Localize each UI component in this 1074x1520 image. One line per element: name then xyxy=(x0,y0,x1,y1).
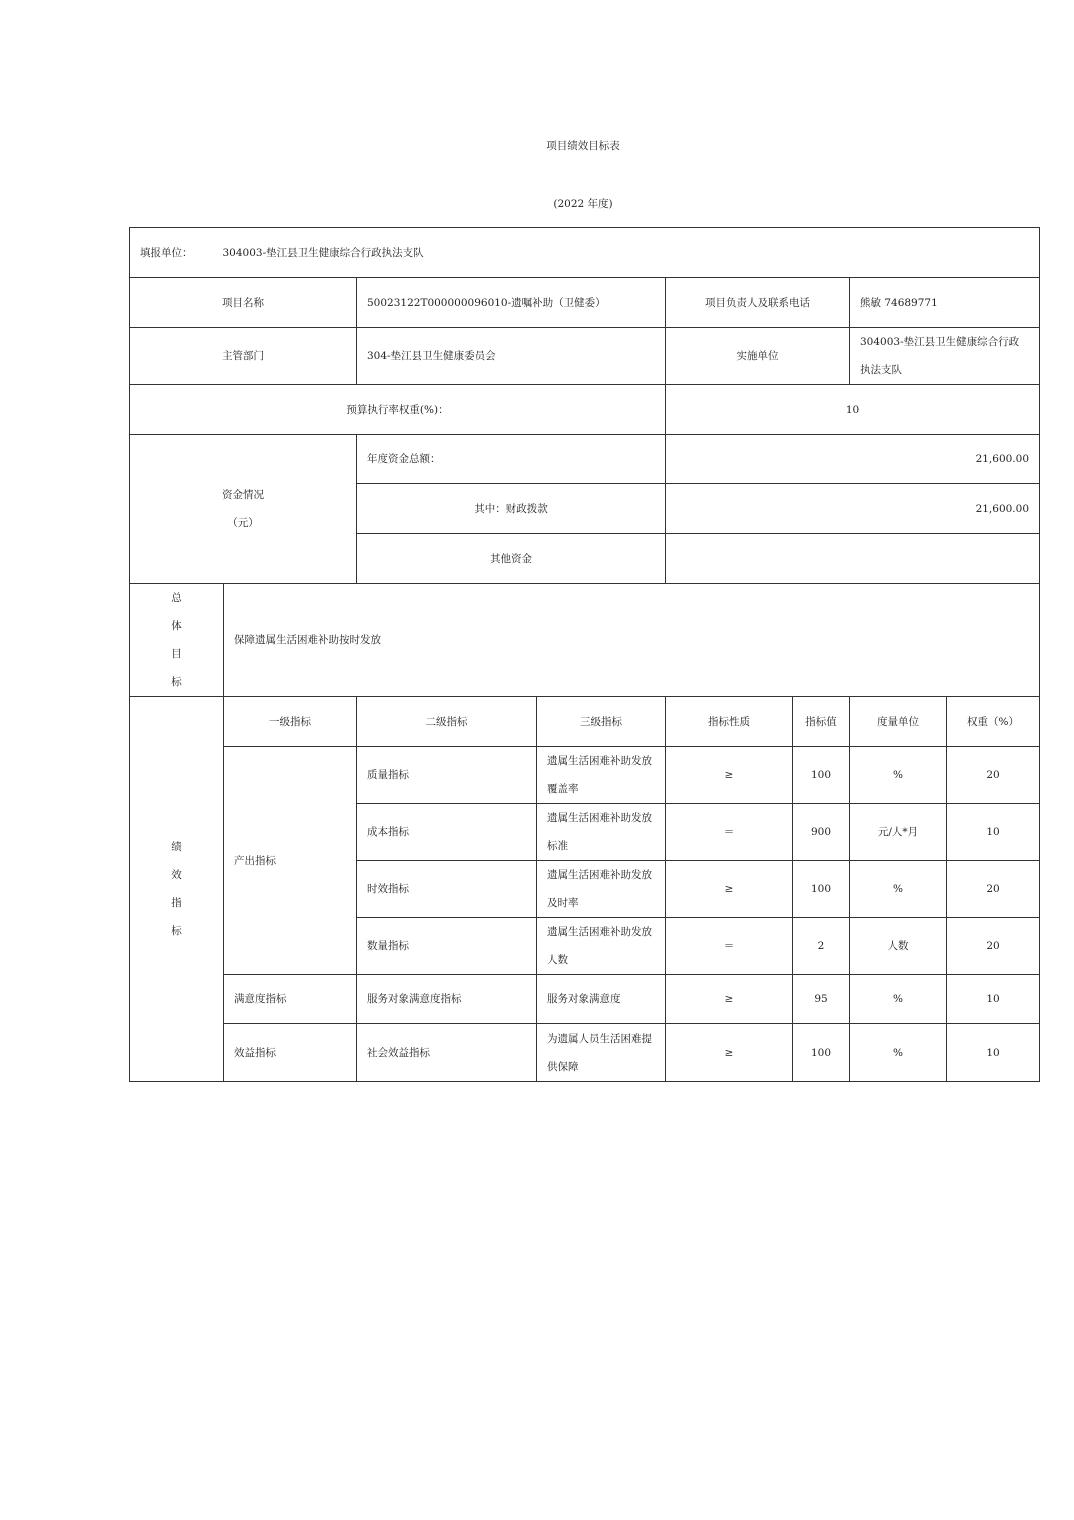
table-row xyxy=(130,975,1040,1024)
l2-cell: 社会效益指标 xyxy=(357,1024,537,1082)
l3-cell: 遗属生活困难补助发放人数 xyxy=(537,918,666,975)
l2-cell: 成本指标 xyxy=(357,804,537,861)
nature-cell: ≥ xyxy=(666,747,793,804)
value-cell: 900 xyxy=(793,804,850,861)
l2-cell: 服务对象满意度指标 xyxy=(357,975,537,1024)
unit-value: 304003-垫江县卫生健康综合行政执法支队 xyxy=(222,246,424,259)
dept-row xyxy=(130,328,1040,385)
perf-label: 绩 效 指 标 xyxy=(130,697,224,1082)
funds-total-row xyxy=(130,435,1040,484)
l3-cell: 遗属生活困难补助发放覆盖率 xyxy=(537,747,666,804)
header-value: 指标值 xyxy=(793,697,850,747)
unit-cell: % xyxy=(850,747,947,804)
budget-row xyxy=(130,385,1040,435)
page-title: 项目绩效目标表 xyxy=(546,140,620,152)
funds-label-cell xyxy=(130,435,357,584)
unit-row xyxy=(130,228,1040,278)
goal-text: 保障遗属生活困难补助按时发放 xyxy=(224,584,1040,697)
goal-label: 总 体 目 标 xyxy=(130,584,224,697)
weight-cell: 10 xyxy=(947,804,1040,861)
nature-cell: ≥ xyxy=(666,861,793,918)
weight-cell: 20 xyxy=(947,918,1040,975)
value-cell: 2 xyxy=(793,918,850,975)
dept-label: 主管部门 xyxy=(130,328,357,385)
project-contact-value: 熊敏 74689771 xyxy=(850,278,1040,328)
nature-cell: ＝ xyxy=(666,804,793,861)
nature-cell: ≥ xyxy=(666,1024,793,1082)
performance-table xyxy=(129,227,1040,1082)
funds-unit: （元） xyxy=(227,517,259,529)
unit-cell: % xyxy=(850,975,947,1024)
l3-cell: 服务对象满意度 xyxy=(537,975,666,1024)
value-cell: 100 xyxy=(793,1024,850,1082)
unit-cell: 人数 xyxy=(850,918,947,975)
header-l3: 三级指标 xyxy=(537,697,666,747)
l2-cell: 质量指标 xyxy=(357,747,537,804)
l3-cell: 为遗属人员生活困难提供保障 xyxy=(537,1024,666,1082)
value-cell: 95 xyxy=(793,975,850,1024)
project-name-label: 项目名称 xyxy=(130,278,357,328)
table-row xyxy=(130,1024,1040,1082)
perf-header-row xyxy=(130,697,1040,747)
funds-other-value xyxy=(666,534,1040,584)
project-contact-label: 项目负责人及联系电话 xyxy=(666,278,850,328)
unit-cell: 元/人*月 xyxy=(850,804,947,861)
dept-value: 304-垫江县卫生健康委员会 xyxy=(357,328,666,385)
value-cell: 100 xyxy=(793,747,850,804)
goal-row xyxy=(130,584,1040,697)
project-name-value: 50023122T000000096010-遗嘱补助（卫健委） xyxy=(357,278,666,328)
l1-cell: 满意度指标 xyxy=(224,975,357,1024)
funds-total-value: 21,600.00 xyxy=(666,435,1040,484)
weight-cell: 20 xyxy=(947,747,1040,804)
unit-cell: % xyxy=(850,1024,947,1082)
weight-cell: 10 xyxy=(947,1024,1040,1082)
header-l1: 一级指标 xyxy=(224,697,357,747)
nature-cell: ≥ xyxy=(666,975,793,1024)
l3-cell: 遗属生活困难补助发放标准 xyxy=(537,804,666,861)
budget-label: 预算执行率权重(%)： xyxy=(130,385,666,435)
output-label: 产出指标 xyxy=(224,747,357,975)
l1-cell: 效益指标 xyxy=(224,1024,357,1082)
funds-other-label: 其他资金 xyxy=(357,534,666,584)
weight-cell: 10 xyxy=(947,975,1040,1024)
unit-label: 填报单位： xyxy=(140,246,193,259)
unit-cell: % xyxy=(850,861,947,918)
impl-label: 实施单位 xyxy=(666,328,850,385)
funds-label: 资金情况 xyxy=(222,489,264,501)
impl-value: 304003-垫江县卫生健康综合行政执法支队 xyxy=(850,328,1040,385)
header-unit: 度量单位 xyxy=(850,697,947,747)
budget-value: 10 xyxy=(666,385,1040,435)
l3-cell: 遗属生活困难补助发放及时率 xyxy=(537,861,666,918)
nature-cell: ＝ xyxy=(666,918,793,975)
header-weight: 权重（%） xyxy=(947,697,1040,747)
header-l2: 二级指标 xyxy=(357,697,537,747)
unit-cell xyxy=(130,228,1040,278)
funds-total-label: 年度资金总额： xyxy=(357,435,666,484)
table-row xyxy=(130,747,1040,804)
header-nature: 指标性质 xyxy=(666,697,793,747)
weight-cell: 20 xyxy=(947,861,1040,918)
l2-cell: 时效指标 xyxy=(357,861,537,918)
funds-fiscal-value: 21,600.00 xyxy=(666,484,1040,534)
funds-fiscal-label: 其中：财政拨款 xyxy=(357,484,666,534)
l2-cell: 数量指标 xyxy=(357,918,537,975)
project-row xyxy=(130,278,1040,328)
year-subtitle: (2022 年度) xyxy=(553,198,613,210)
value-cell: 100 xyxy=(793,861,850,918)
